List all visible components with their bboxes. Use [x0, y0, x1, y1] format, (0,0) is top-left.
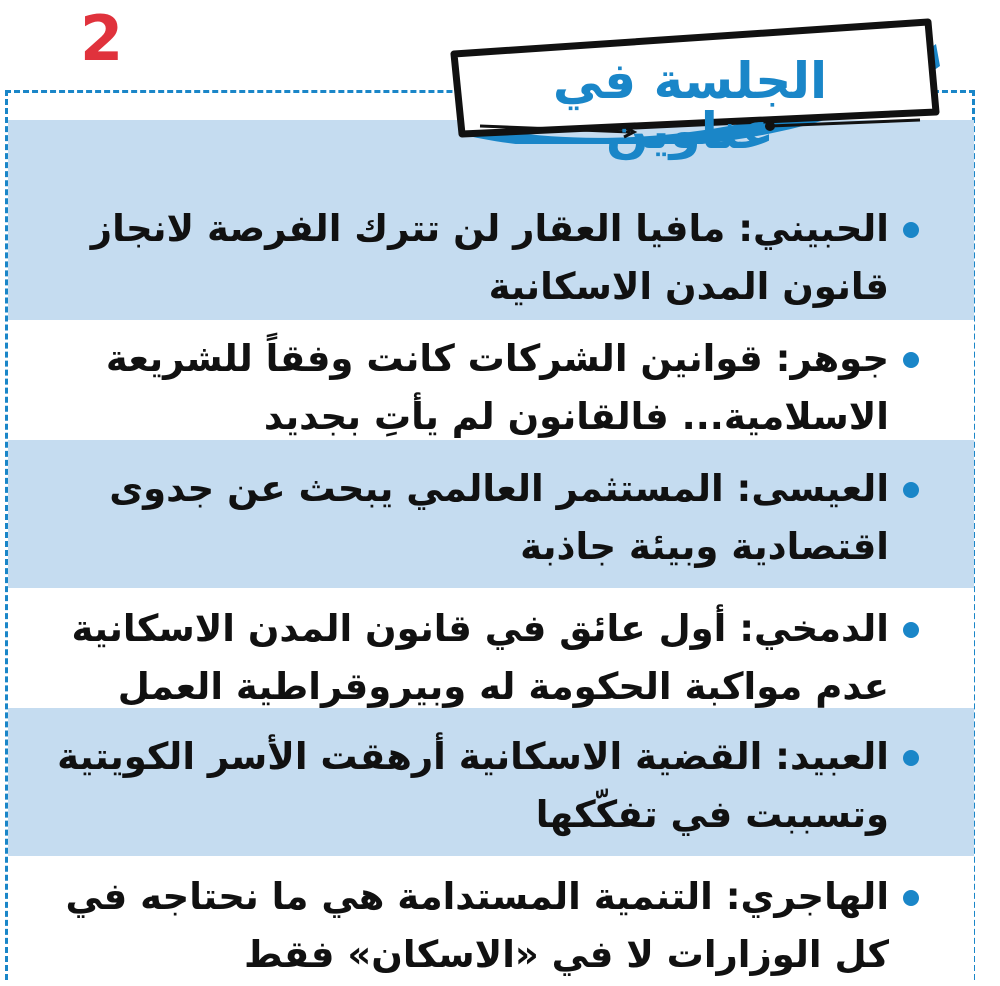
headline-text: الحبيني: مافيا العقار لن تترك الفرصة لانجاز قانون المدن الاسكانية: [90, 207, 889, 308]
headline-row: [8, 440, 974, 588]
headline-list: [8, 120, 974, 986]
headline-text: الهاجري: التنمية المستدامة هي ما نحتاجه في كل الوزارات لا في «الاسكان» فقط: [65, 875, 889, 976]
headline-row: [8, 856, 974, 986]
headline-text: الدمخي: أول عائق في قانون المدن الاسكانية عدم مواكبة الحكومة له وبيروقراطية العمل: [71, 607, 889, 708]
bullet-icon: [903, 222, 919, 238]
headline-row: [8, 588, 974, 708]
headline-row: [8, 708, 974, 856]
bullet-icon: [903, 352, 919, 368]
section-title-badge: [440, 14, 942, 160]
headline-row: [8, 320, 974, 440]
bullet-icon: [903, 890, 919, 906]
bullet-icon: [903, 622, 919, 638]
bullet-icon: [903, 750, 919, 766]
headline-text: العبيد: القضية الاسكانية أرهقت الأسر الكويتية وتسببت في تفكّكها: [57, 735, 889, 836]
headline-text: العيسى: المستثمر العالمي يبحث عن جدوى اقتصادية وبيئة جاذبة: [109, 467, 889, 568]
page-number: 2: [80, 2, 124, 75]
section-title: الجلسة في عناوين: [552, 52, 828, 160]
bullet-icon: [903, 482, 919, 498]
headline-text: جوهر: قوانين الشركات كانت وفقاً للشريعة الاسلامية... فالقانون لم يأتِ بجديد: [105, 337, 889, 438]
